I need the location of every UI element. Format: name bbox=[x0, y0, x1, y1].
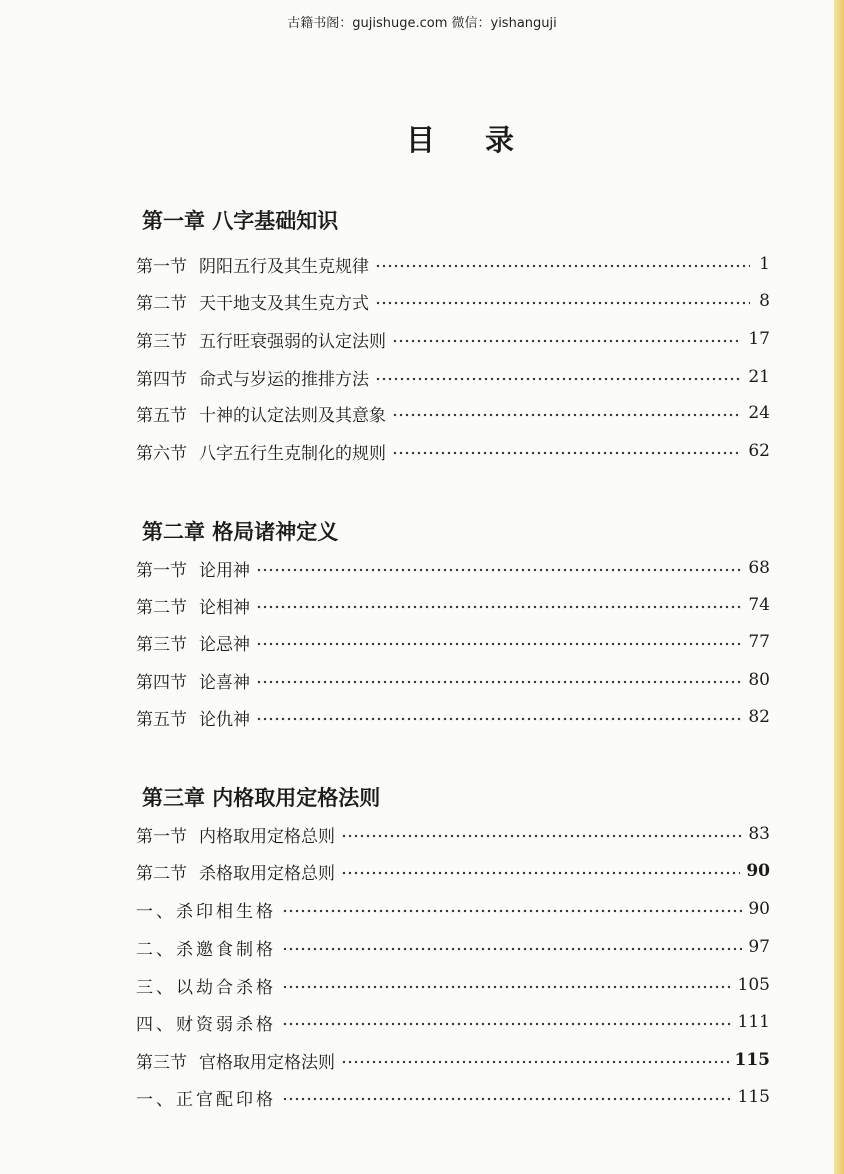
page-edge-decoration bbox=[834, 0, 844, 1174]
dot-leader bbox=[256, 602, 742, 612]
toc-subentry bbox=[136, 1009, 770, 1035]
section-title: 命式与岁运的推排方法 bbox=[199, 369, 369, 390]
dot-leader bbox=[392, 336, 742, 346]
dot-leader bbox=[282, 906, 742, 916]
section-title: 八字五行生克制化的规则 bbox=[199, 443, 386, 464]
section-title: 论喜神 bbox=[199, 672, 250, 693]
section-title: 内格取用定格总则 bbox=[199, 826, 335, 847]
page-number: 17 bbox=[748, 329, 770, 349]
subsection-title: 一、杀印相生格 bbox=[136, 901, 276, 922]
toc-entry bbox=[136, 667, 770, 693]
page-number: 74 bbox=[748, 595, 770, 615]
section-title: 官格取用定格法则 bbox=[199, 1052, 335, 1073]
page-number: 90 bbox=[748, 899, 770, 919]
section-number: 第二节 bbox=[136, 597, 187, 618]
page-number: 77 bbox=[748, 632, 770, 652]
dot-leader bbox=[256, 714, 742, 724]
section-title: 五行旺衰强弱的认定法则 bbox=[199, 331, 386, 352]
section-number: 第三节 bbox=[136, 331, 187, 352]
chapter-heading-3: 第三章 内格取用定格法则 bbox=[142, 786, 381, 810]
dot-leader bbox=[341, 1057, 729, 1067]
page-number: 1 bbox=[759, 254, 770, 274]
section-number: 第三节 bbox=[136, 1052, 187, 1073]
dot-leader bbox=[282, 1019, 732, 1029]
toc-entry bbox=[136, 858, 770, 884]
toc-subentry bbox=[136, 972, 770, 998]
section-number: 第五节 bbox=[136, 709, 187, 730]
section-number: 第二节 bbox=[136, 863, 187, 884]
page-number: 68 bbox=[748, 558, 770, 578]
page-number: 111 bbox=[737, 1012, 770, 1032]
section-number: 第一节 bbox=[136, 560, 187, 581]
dot-leader bbox=[375, 374, 742, 384]
section-title: 论用神 bbox=[199, 560, 250, 581]
section-number: 第四节 bbox=[136, 369, 187, 390]
page-number: 82 bbox=[748, 707, 770, 727]
dot-leader bbox=[282, 944, 742, 954]
page-number: 21 bbox=[748, 367, 770, 387]
dot-leader bbox=[256, 639, 742, 649]
toc-entry bbox=[136, 821, 770, 847]
watermark-text: 古籍书阁：gujishuge.com 微信：yishanguji bbox=[287, 16, 557, 31]
dot-leader bbox=[256, 565, 742, 575]
toc-entry bbox=[136, 629, 770, 655]
subsection-title: 二、杀邀食制格 bbox=[136, 939, 276, 960]
section-number: 第五节 bbox=[136, 405, 187, 426]
section-title: 论仇神 bbox=[199, 709, 250, 730]
section-title: 论相神 bbox=[199, 597, 250, 618]
subsection-title: 一、正官配印格 bbox=[136, 1089, 276, 1110]
section-number: 第一节 bbox=[136, 256, 187, 277]
chapter-heading-2: 第二章 格局诸神定义 bbox=[142, 520, 339, 544]
page-number: 80 bbox=[748, 670, 770, 690]
dot-leader bbox=[282, 982, 732, 992]
page-number: 105 bbox=[737, 975, 770, 995]
page-number: 62 bbox=[748, 441, 770, 461]
section-title: 阴阳五行及其生克规律 bbox=[199, 256, 369, 277]
dot-leader bbox=[375, 261, 750, 271]
toc-entry bbox=[136, 288, 770, 314]
toc-subentry bbox=[136, 934, 770, 960]
toc-entry bbox=[136, 592, 770, 618]
toc-entry bbox=[136, 251, 770, 277]
toc-entry bbox=[136, 438, 770, 464]
page-number: 83 bbox=[748, 824, 770, 844]
subsection-title: 四、财资弱杀格 bbox=[136, 1014, 276, 1035]
dot-leader bbox=[341, 831, 742, 841]
page-number: 90 bbox=[746, 861, 770, 881]
page-title: 目 录 bbox=[405, 123, 535, 157]
section-number: 第四节 bbox=[136, 672, 187, 693]
dot-leader bbox=[392, 410, 742, 420]
section-number: 第六节 bbox=[136, 443, 187, 464]
toc-entry bbox=[136, 326, 770, 352]
section-title: 天干地支及其生克方式 bbox=[199, 293, 369, 314]
subsection-title: 三、以劫合杀格 bbox=[136, 977, 276, 998]
section-title: 杀格取用定格总则 bbox=[199, 863, 335, 884]
dot-leader bbox=[256, 677, 742, 687]
section-number: 第三节 bbox=[136, 634, 187, 655]
chapter-heading-1: 第一章 八字基础知识 bbox=[142, 209, 339, 233]
toc-entry bbox=[136, 1047, 770, 1073]
dot-leader bbox=[282, 1094, 732, 1104]
section-title: 论忌神 bbox=[199, 634, 250, 655]
toc-subentry bbox=[136, 896, 770, 922]
page-number: 24 bbox=[748, 403, 770, 423]
page-number: 97 bbox=[748, 937, 770, 957]
section-number: 第二节 bbox=[136, 293, 187, 314]
section-title: 十神的认定法则及其意象 bbox=[199, 405, 386, 426]
toc-entry bbox=[136, 364, 770, 390]
toc-entry bbox=[136, 555, 770, 581]
dot-leader bbox=[341, 868, 740, 878]
toc-entry bbox=[136, 704, 770, 730]
page-number: 115 bbox=[737, 1087, 770, 1107]
dot-leader bbox=[375, 298, 750, 308]
page-number: 115 bbox=[734, 1050, 770, 1070]
dot-leader bbox=[392, 448, 742, 458]
section-number: 第一节 bbox=[136, 826, 187, 847]
toc-subentry bbox=[136, 1084, 770, 1110]
page-number: 8 bbox=[759, 291, 770, 311]
toc-entry bbox=[136, 400, 770, 426]
